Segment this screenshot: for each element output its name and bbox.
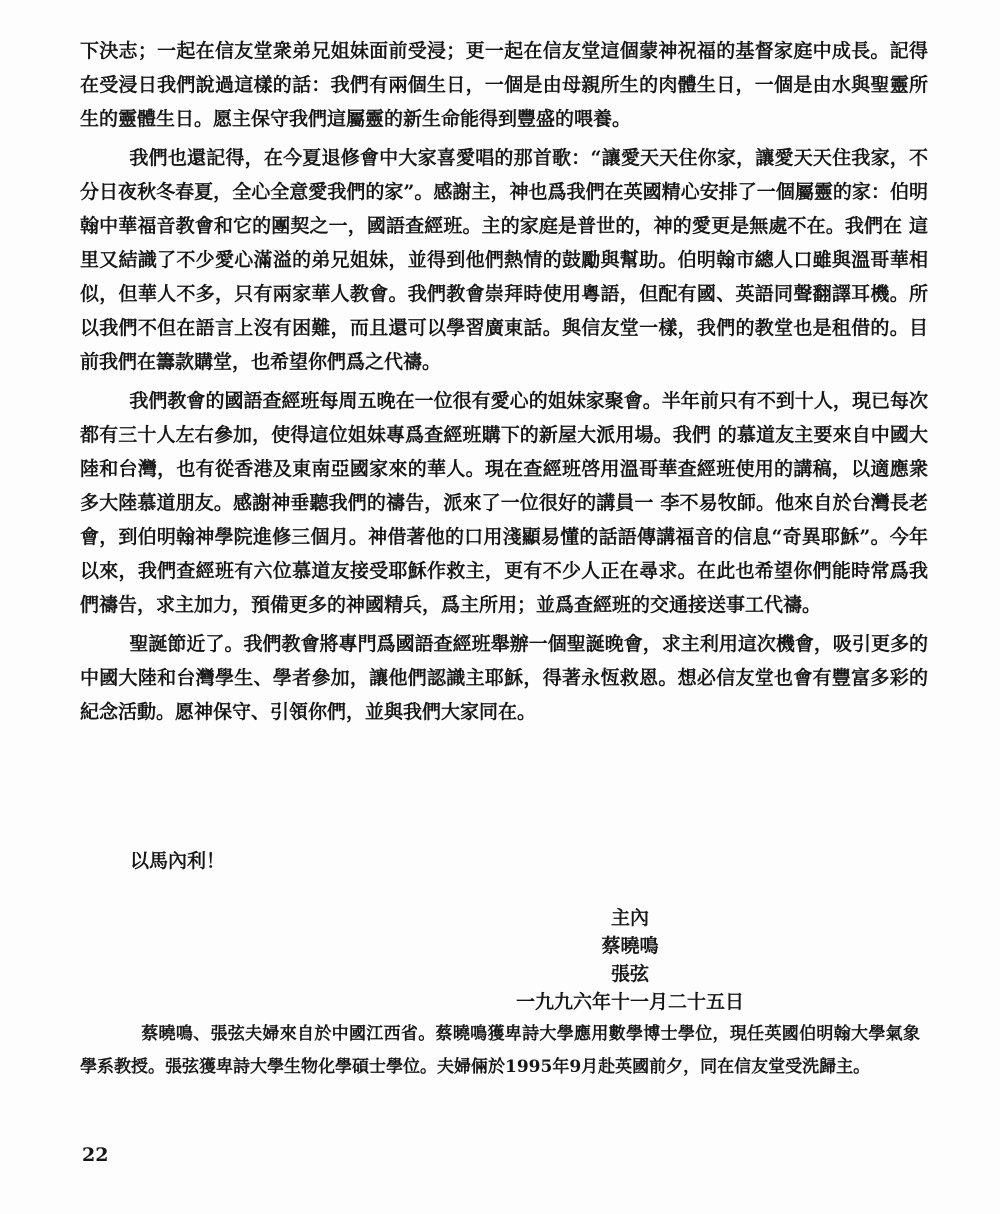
author-bio <box>80 1018 920 1084</box>
signature-name-1: 蔡曉鳴 <box>601 935 659 957</box>
author-bio-text: 蔡曉鳴、張弦夫婦來自於中國江西省。蔡曉鳴獲卑詩大學應用數學博士學位，現任英國伯明翰大學氣象學系教授。張弦獲卑詩大學生物化學碩士學位。夫婦倆於1995年9月赴英國前夕，同在信友堂受洗歸主。 <box>80 1024 920 1077</box>
page-number: 22 <box>82 1144 109 1166</box>
signature-line-in-christ: 主內 <box>610 907 649 929</box>
signature-name-2: 張弦 <box>610 963 649 985</box>
letter-paragraph-2: 我們也還記得，在今夏退修會中大家喜愛唱的那首歌：“讓愛天天住你家，讓愛天天住我家，不分日夜秋冬春夏，全心全意愛我們的家”。感謝主，神也爲我們在英國精心安排了一個屬靈的家：伯明翰中華福音教會和它的團契之一，國語查經班。主的家庭是普世的，神的愛更是無處不在。我們在 這里又結識了不少愛心滿溢的弟兄姐妹，並得到他們熱情的鼓勵與幫助。伯明翰市總人口雖與溫哥華相似，但華人不多，只有兩家華人教會。我們教會崇拜時使用粵語，但配有國、英語同聲翻譯耳機。所以我們不但在語言上沒有困難，而且還可以學習廣東話。與信友堂一樣，我們的教堂也是租借的。目前我們在籌款購堂，也希望你們爲之代禱。 <box>80 147 928 373</box>
signature-block <box>412 904 848 1016</box>
closing-salutation: 以馬內利！ <box>130 850 226 872</box>
letter-paragraph-1: 下決志；一起在信友堂衆弟兄姐妹面前受浸；更一起在信友堂這個蒙神祝福的基督家庭中成長。記得在受浸日我們說過這樣的話：我們有兩個生日，一個是由母親所生的肉體生日，一個是由水與聖靈所生的靈體生日。愿主保守我們這屬靈的新生命能得到豐盛的喂養。 <box>80 40 928 130</box>
letter-paragraph-3: 我們教會的國語查經班每周五晚在一位很有愛心的姐妹家聚會。半年前只有不到十人，現已每次都有三十人左右參加，使得這位姐妹專爲查經班購下的新屋大派用場。我們 的慕道友主要來自中國大陸和台灣，也有從香港及東南亞國家來的華人。現在查經班啓用溫哥華查經班使用的講稿，以適應衆多大陸慕道朋友。感謝神垂聽我們的禱告，派來了一位很好的講員一 李不易牧師。他來自於台灣長老會，到伯明翰神學院進修三個月。神借著他的口用淺顯易懂的話語傳講福音的信息“奇異耶穌”。今年以來，我們查經班有六位慕道友接受耶穌作救主，更有不少人正在尋求。在此也希望你們能時常爲我們禱告，求主加力，預備更多的神國精兵，爲主所用；並爲查經班的交通接送事工代禱。 <box>80 390 928 616</box>
signature-date: 一九九六年十一月二十五日 <box>515 991 744 1013</box>
letter-body <box>80 34 928 734</box>
letter-paragraph-4: 聖誕節近了。我們教會將專門爲國語查經班舉辦一個聖誕晚會，求主利用這次機會，吸引更多的中國大陸和台灣學生、學者參加，讓他們認識主耶穌，得著永恆救恩。想必信友堂也會有豐富多彩的紀念活動。愿神保守、引領你們，並與我們大家同在。 <box>80 633 928 723</box>
